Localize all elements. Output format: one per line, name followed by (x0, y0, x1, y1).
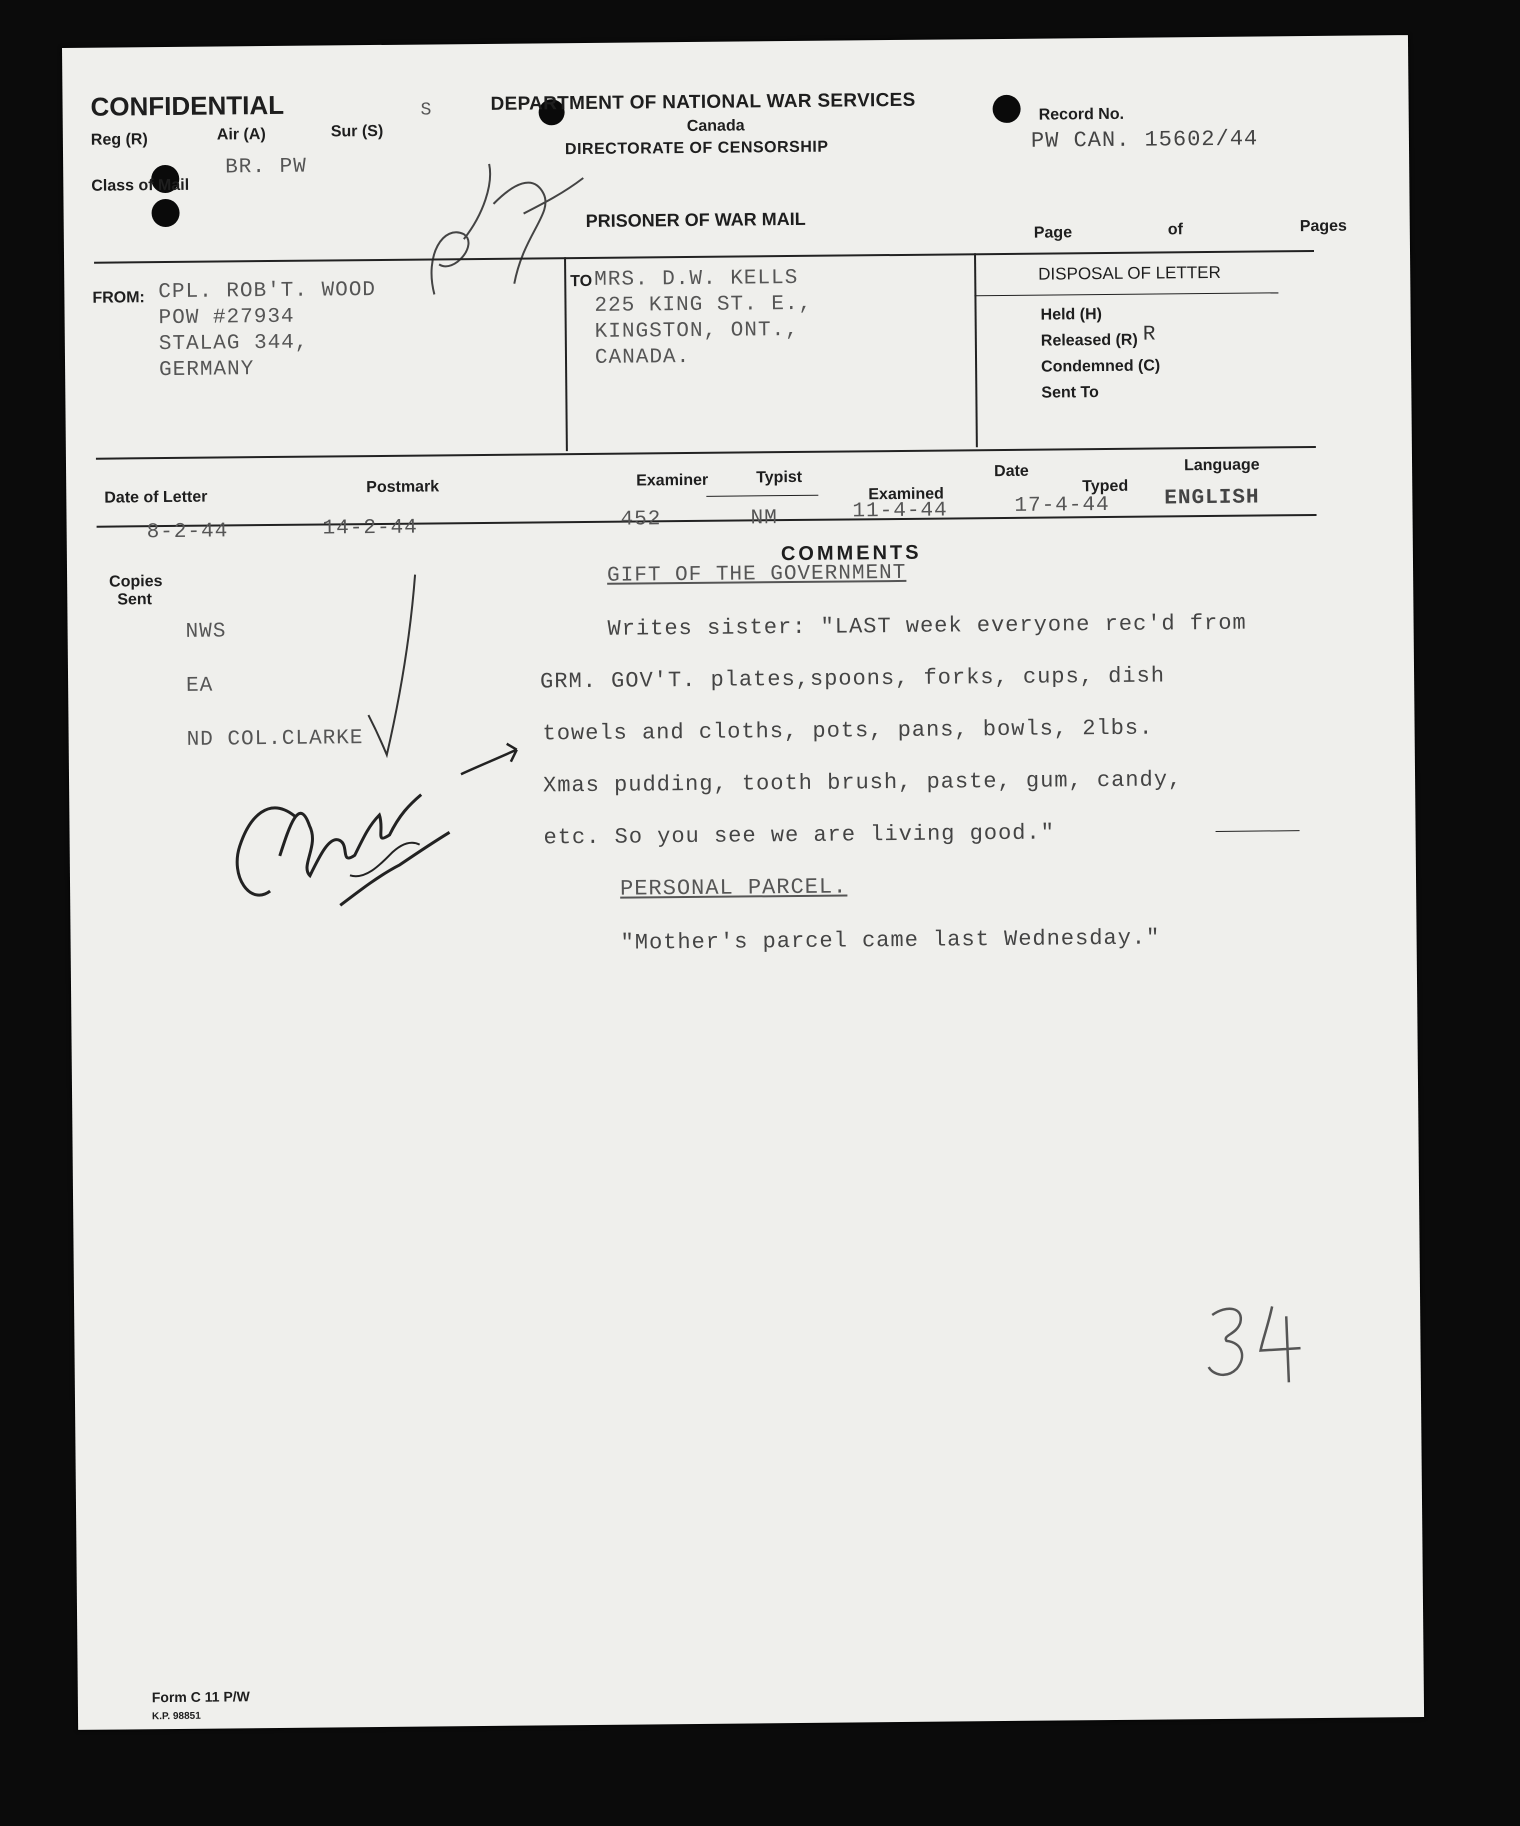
rule (96, 446, 1316, 460)
condemned-label: Condemned (C) (1041, 357, 1161, 376)
comments-title: COMMENTS (780, 541, 922, 566)
comment-line: Xmas pudding, tooth brush, paste, gum, candy, (542, 767, 1183, 799)
from-line-3: STALAG 344, (158, 331, 309, 357)
rule (974, 253, 978, 447)
typed-label: Typed (1082, 477, 1129, 496)
directorate-label: DIRECTORATE OF CENSORSHIP (564, 138, 829, 159)
rule (1216, 830, 1300, 832)
handwritten-christmas-present (198, 704, 530, 927)
examiner-label: Examiner (636, 471, 709, 490)
rule (94, 250, 1314, 264)
rule (97, 514, 1317, 528)
date-of-letter-value: 8-2-44 (146, 520, 229, 545)
of-label: of (1167, 221, 1183, 239)
language-label: Language (1183, 456, 1260, 475)
record-no-label: Record No. (1038, 105, 1125, 124)
date-of-letter-label: Date of Letter (104, 488, 208, 507)
to-line-1: MRS. D.W. KELLS (594, 266, 799, 292)
comment-line: GRM. GOV'T. plates,spoons, forks, cups, dish (539, 663, 1166, 695)
to-line-3: KINGSTON, ONT., (594, 318, 799, 344)
sent-to-label: Sent To (1041, 384, 1099, 402)
sur-label: Sur (S) (330, 122, 384, 141)
kp-number: K.P. 98851 (151, 1710, 201, 1723)
comments-heading-gift: GIFT OF THE GOVERNMENT (606, 561, 907, 588)
page-label: Page (1033, 224, 1073, 242)
examined-label: Examined (868, 485, 944, 504)
copy-recipient: ND COL.CLARKE (186, 727, 364, 752)
pages-label: Pages (1299, 217, 1347, 236)
department-title: DEPARTMENT OF NATIONAL WAR SERVICES (490, 89, 916, 115)
to-line-4: CANADA. (594, 345, 691, 370)
comments-heading-parcel: PERSONAL PARCEL. (619, 874, 848, 902)
examined-value: 11-4-44 (852, 499, 948, 524)
from-label: FROM: (92, 289, 145, 307)
from-line-4: GERMANY (158, 358, 255, 383)
sur-value: S (420, 100, 433, 121)
censorship-form (62, 35, 1424, 1730)
handwritten-page-number (1202, 1296, 1313, 1387)
class-of-mail-value: BR. PW (225, 155, 307, 180)
form-number: Form C 11 P/W (151, 1688, 250, 1706)
comment-line: "Mother's parcel came last Wednesday." (620, 925, 1161, 956)
disposal-title: DISPOSAL OF LETTER (1038, 262, 1221, 284)
copies-sent-label: Copies (109, 573, 163, 591)
copy-recipient: EA (186, 674, 214, 698)
from-line-1: CPL. ROB'T. WOOD (158, 278, 377, 305)
to-line-2: 225 KING ST. E., (594, 292, 813, 318)
rule (974, 292, 1278, 296)
punch-hole (151, 199, 179, 227)
class-of-mail-label: Class of Mail (91, 176, 190, 195)
rule (706, 495, 818, 497)
comment-line: Writes sister: "LAST week everyone rec'd from (607, 610, 1247, 642)
examiner-value: 452 (620, 508, 662, 532)
record-no-value: PW CAN. 15602/44 (1030, 126, 1259, 154)
copy-recipient: NWS (185, 620, 227, 644)
reg-label: Reg (R) (90, 131, 148, 149)
punch-hole (992, 95, 1020, 123)
typist-label: Typist (756, 468, 803, 487)
comment-line: etc. So you see we are living good." (543, 820, 1055, 851)
language-value: ENGLISH (1164, 486, 1260, 511)
country-label: Canada (686, 117, 745, 136)
typed-value: 17-4-44 (1014, 493, 1110, 518)
typist-value: NM (750, 507, 778, 531)
held-label: Held (H) (1040, 306, 1103, 324)
copies-sent-label-2: Sent (117, 591, 153, 609)
date-label: Date (994, 462, 1029, 481)
comment-line: towels and cloths, pots, pans, bowls, 2lbs. (542, 715, 1154, 747)
confidential-label: CONFIDENTIAL (90, 89, 285, 122)
to-label: TO (570, 272, 593, 291)
postmark-label: Postmark (366, 478, 440, 497)
released-mark: R (1142, 323, 1157, 347)
air-label: Air (A) (216, 126, 266, 144)
from-line-2: POW #27934 (158, 305, 295, 331)
released-label: Released (R) (1040, 331, 1138, 350)
form-title: PRISONER OF WAR MAIL (585, 208, 806, 231)
postmark-value: 14-2-44 (322, 516, 418, 541)
